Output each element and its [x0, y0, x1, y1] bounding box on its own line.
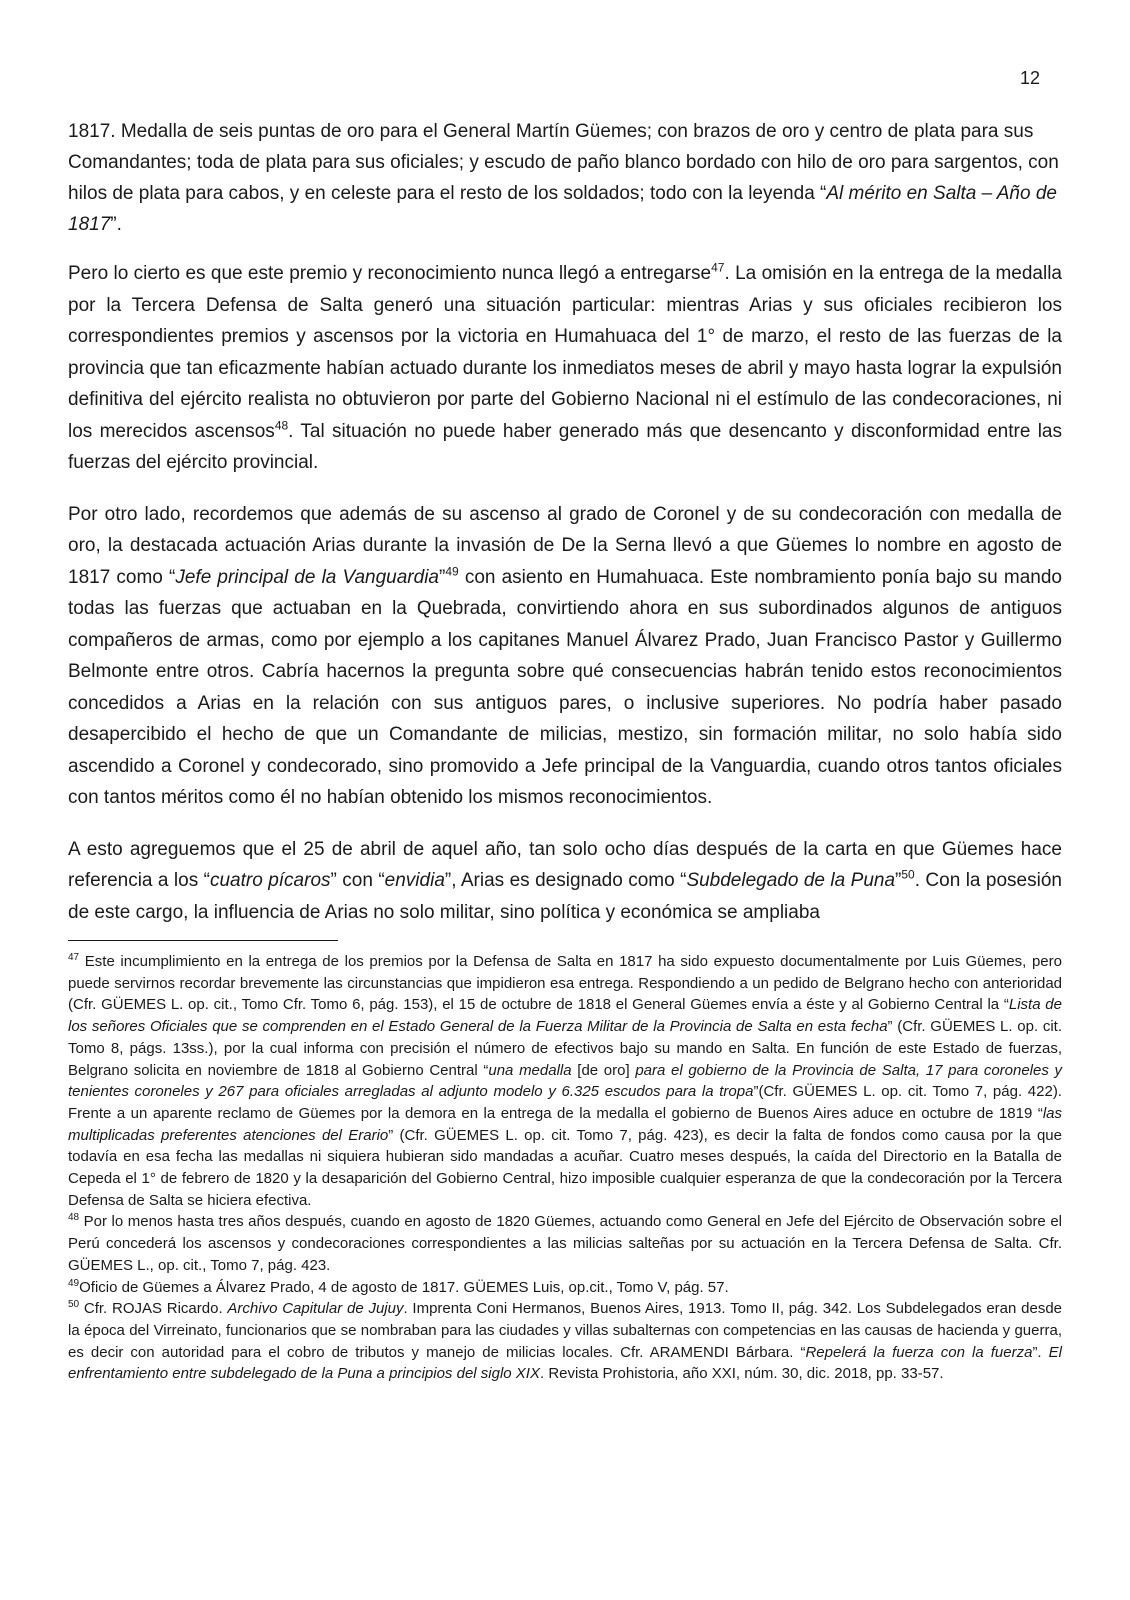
block-quote: 1817. Medalla de seis puntas de oro para el General Martín Güemes; con brazos de oro y centro de plata para sus Comandantes; toda de plata para sus oficiales; y escudo de paño blanco bordado con hilo de oro para sargentos, con hilos de plata para cabos, y en celeste para el resto de los soldados; todo con la leyenda “Al mérito en Salta – Año de 1817”.: [68, 121, 1059, 235]
footnote-ref-50[interactable]: 50: [901, 867, 915, 882]
footnotes: [68, 951, 1062, 1385]
page-number: 12: [1019, 68, 1040, 88]
footnote-ref-49[interactable]: 49: [445, 564, 459, 579]
footnote-50: $^{50}$ Cfr. ROJAS Ricardo. Archivo Capitular de Jujuy. Imprenta Coni Hermanos, Buenos Aires, 1913. Tomo II, pág. 342. Los Subdelegados eran desde la época del Virreinato, funcionarios que se nombraban para las ciudades y villas subalternas con competencias en las causas de hacienda y guerra, es decir con autoridad para el cobro de tributos y manejo de milicias locales. Cfr. ARAMENDI Bárbara. “Repelerá la fuerza con la fuerza”. El enfrentamiento entre subdelegado de la Puna a principios del siglo XIX. Revista Prohistoria, año XXI, núm. 30, dic. 2018, pp. 33-57.: [68, 1299, 1062, 1383]
footnote-ref-47[interactable]: 47: [711, 260, 725, 275]
footnote-48: $^{48}$ Por lo menos hasta tres años después, cuando en agosto de 1820 Güemes, actuando como General en Jefe del Ejército de Observación sobre el Perú concederá los ascensos y condecoraciones correspondientes a las milicias salteñas por su actuación en la Tercera Defensa de Salta. Cfr. GÜEMES L., op. cit., Tomo 7, pág. 423.: [68, 1212, 1062, 1274]
paragraph-1: Pero lo cierto es que este premio y reconocimiento nunca llegó a entregarse$^{47}$. La omisión en la entrega de la medalla por la Tercera Defensa de Salta generó una situación particular: mientras Arias y sus oficiales recibieron los correspondientes premios y ascensos por la victoria en Humahuaca del 1° de marzo, el resto de las fuerzas de la provincia que tan eficazmente habían actuado durante los inmediatos meses de abril y mayo hasta lograr la expulsión definitiva del ejército realista no obtuvieron por parte del Gobierno Nacional ni el estímulo de las condecoraciones, ni los merecidos ascensos$^{48}$. Tal situación no puede haber generado más que desencanto y disconformidad entre las fuerzas del ejército provincial.: [68, 260, 1062, 473]
footnote-47: $^{47}$ Este incumplimiento en la entrega de los premios por la Defensa de Salta en 1817 ha sido expuesto documentalmente por Luis Güemes, pero puede servirnos recordar brevemente las circunstancias que impidieron esa entrega. Respondiendo a un pedido de Belgrano hecho con anterioridad (Cfr. GÜEMES L. op. cit., Tomo Cfr. Tomo 6, pág. 153), el 15 de octubre de 1818 el General Güemes envía a éste y al Gobierno Central la “Lista de los señores Oficiales que se comprenden en el Estado General de la Fuerza Militar de la Provincia de Salta en esta fecha” (Cfr. GÜEMES L. op. cit. Tomo 8, págs. 13ss.), por la cual informa con precisión el número de efectivos bajo su mando en Salta. En función de este Estado de fuerzas, Belgrano solicita en noviembre de 1818 al Gobierno Central “una medalla [de oro] para el gobierno de la Provincia de Salta, 17 para coroneles y tenientes coroneles y 267 para oficiales arregladas al adjunto modelo y 6.325 escudos para la tropa”(Cfr. GÜEMES L. op. cit. Tomo 7, pág. 422). Frente a un aparente reclamo de Güemes por la demora en la entrega de la medalla el gobierno de Buenos Aires aduce en octubre de 1819 “las multiplicadas preferentes atenciones del Erario” (Cfr. GÜEMES L. op. cit. Tomo 7, pág. 423), es decir la falta de fondos como causa por la que todavía en esa fecha las medallas ni siquiera hubieran sido mandadas a acuñar. Cuatro meses después, la caída del Directorio en la Batalla de Cepeda el 1° de febrero de 1820 y la desaparición del Gobierno Central, hizo imposible cualquier esperanza de que la condecoración por la Tercera Defensa de Salta se hiciera efectiva.: [68, 952, 1063, 1209]
footnote-separator: [68, 940, 338, 941]
page-body: [68, 116, 1062, 1385]
paragraph-3: A esto agreguemos que el 25 de abril de aquel año, tan solo ocho días después de la carta en que Güemes hace referencia a los “cuatro pícaros” con “envidia”, Arias es designado como “Subdelegado de la Puna”$^{50}$. Con la posesión de este cargo, la influencia de Arias no solo militar, sino política y económica se ampliaba: [68, 838, 1062, 923]
paragraph-2: Por otro lado, recordemos que además de su ascenso al grado de Coronel y de su condecoración con medalla de oro, la destacada actuación Arias durante la invasión de De la Serna llevó a que Güemes lo nombre en agosto de 1817 como “Jefe principal de la Vanguardia”$^{49}$ con asiento en Humahuaca. Este nombramiento ponía bajo su mando todas las fuerzas que actuaban en la Quebrada, convirtiendo ahora en sus subordinados algunos de antiguos compañeros de armas, como por ejemplo a los capitanes Manuel Álvarez Prado, Juan Francisco Pastor y Guillermo Belmonte entre otros. Cabría hacernos la pregunta sobre qué consecuencias habrán tenido estos reconocimientos concedidos a Arias en la relación con sus antiguos pares, o inclusive superiores. No podría haber pasado desapercibido el hecho de que un Comandante de milicias, mestizo, sin formación militar, no solo había sido ascendido a Coronel y condecorado, sino promovido a Jefe principal de la Vanguardia, cuando otros tantos oficiales con tantos méritos como él no habían obtenido los mismos reconocimientos.: [68, 503, 1062, 808]
footnote-49: $^{49}$Oficio de Güemes a Álvarez Prado, 4 de agosto de 1817. GÜEMES Luis, op.cit., Tomo V, pág. 57.: [68, 1277, 729, 1296]
footnote-ref-48[interactable]: 48: [274, 418, 289, 433]
